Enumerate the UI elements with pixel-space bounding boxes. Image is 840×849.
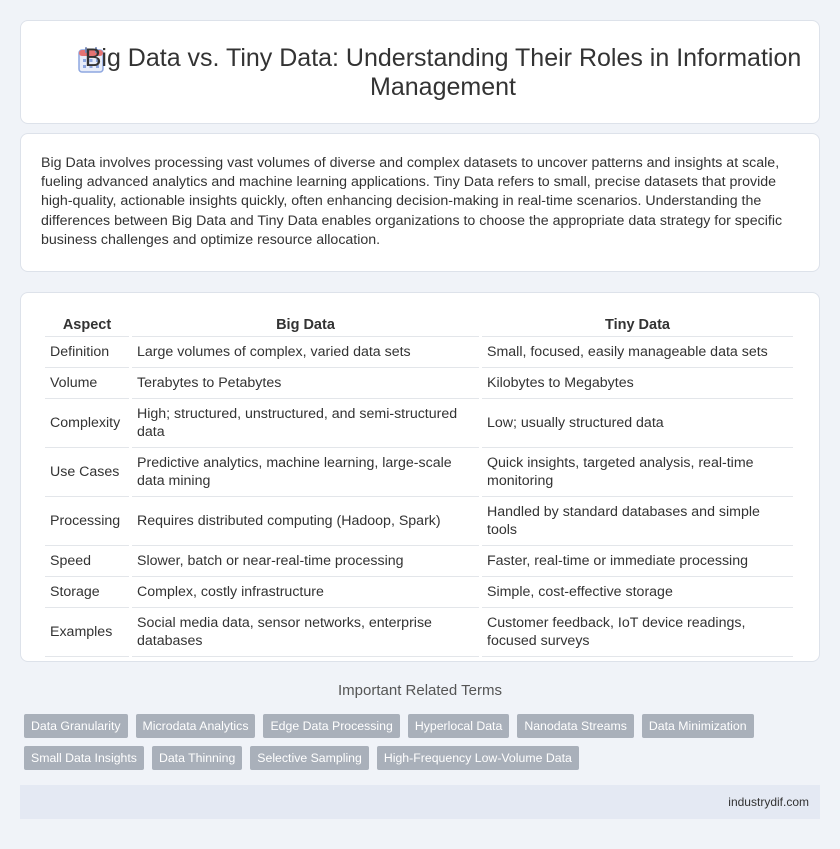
term-tag[interactable]: Edge Data Processing: [263, 714, 399, 738]
row-tiny-data: Simple, cost-effective storage: [482, 577, 793, 608]
term-tag[interactable]: Hyperlocal Data: [408, 714, 509, 738]
header-tiny-data: Tiny Data: [482, 315, 793, 337]
term-tag[interactable]: Data Thinning: [152, 746, 242, 770]
term-tag[interactable]: Data Granularity: [24, 714, 128, 738]
table-row: [45, 577, 793, 608]
comparison-table: [42, 315, 796, 657]
related-terms-title: Important Related Terms: [338, 682, 502, 699]
row-tiny-data: Low; usually structured data: [482, 399, 793, 448]
row-big-data: Slower, batch or near-real-time processing: [132, 546, 479, 577]
row-aspect: Complexity: [45, 399, 129, 448]
row-aspect: Definition: [45, 337, 129, 368]
footer: [20, 785, 820, 819]
table-row: [45, 448, 793, 497]
term-tag[interactable]: Selective Sampling: [250, 746, 369, 770]
row-tiny-data: Quick insights, targeted analysis, real-time monitoring: [482, 448, 793, 497]
row-tiny-data: Kilobytes to Megabytes: [482, 368, 793, 399]
related-terms-list: [24, 714, 804, 770]
term-tag[interactable]: Nanodata Streams: [517, 714, 634, 738]
table-row: [45, 337, 793, 368]
row-aspect: Examples: [45, 608, 129, 657]
row-big-data: Complex, costly infrastructure: [132, 577, 479, 608]
term-tag[interactable]: Microdata Analytics: [136, 714, 256, 738]
table-row: [45, 399, 793, 448]
table-row: [45, 368, 793, 399]
table-row: [45, 546, 793, 577]
row-tiny-data: Handled by standard databases and simple tools: [482, 497, 793, 546]
comparison-card: [20, 292, 820, 662]
row-tiny-data: Customer feedback, IoT device readings, focused surveys: [482, 608, 793, 657]
row-aspect: Use Cases: [45, 448, 129, 497]
row-aspect: Storage: [45, 577, 129, 608]
table-header-row: [45, 315, 793, 337]
row-aspect: Speed: [45, 546, 129, 577]
term-tag[interactable]: High-Frequency Low-Volume Data: [377, 746, 579, 770]
row-big-data: Social media data, sensor networks, enterprise databases: [132, 608, 479, 657]
intro-paragraph: Big Data involves processing vast volumes of diverse and complex datasets to uncover patterns and insights at scale, fueling advanced analytics and machine learning applications. Tiny Data refers to small, precise datasets that provide high-quality, actionable insights quickly, often enhancing decision-making in real-time scenarios. Understanding the differences between Big Data and Tiny Data enables organizations to choose the appropriate data strategy for specific business challenges and optimize resource allocation.: [41, 155, 783, 248]
row-big-data: Terabytes to Petabytes: [132, 368, 479, 399]
row-tiny-data: Small, focused, easily manageable data sets: [482, 337, 793, 368]
header-aspect: Aspect: [45, 315, 129, 337]
intro-card: [20, 133, 820, 272]
table-row: [45, 608, 793, 657]
footer-site-link[interactable]: industrydif.com: [728, 795, 809, 809]
term-tag[interactable]: Small Data Insights: [24, 746, 144, 770]
row-tiny-data: Faster, real-time or immediate processing: [482, 546, 793, 577]
header-big-data: Big Data: [132, 315, 479, 337]
row-big-data: High; structured, unstructured, and semi-structured data: [132, 399, 479, 448]
page-title: Big Data vs. Tiny Data: Understanding Their Roles in Information Management: [84, 44, 802, 101]
row-aspect: Volume: [45, 368, 129, 399]
header-card: [20, 20, 820, 124]
term-tag[interactable]: Data Minimization: [642, 714, 754, 738]
table-row: [45, 497, 793, 546]
row-big-data: Predictive analytics, machine learning, large-scale data mining: [132, 448, 479, 497]
row-big-data: Requires distributed computing (Hadoop, Spark): [132, 497, 479, 546]
row-aspect: Processing: [45, 497, 129, 546]
row-big-data: Large volumes of complex, varied data sets: [132, 337, 479, 368]
